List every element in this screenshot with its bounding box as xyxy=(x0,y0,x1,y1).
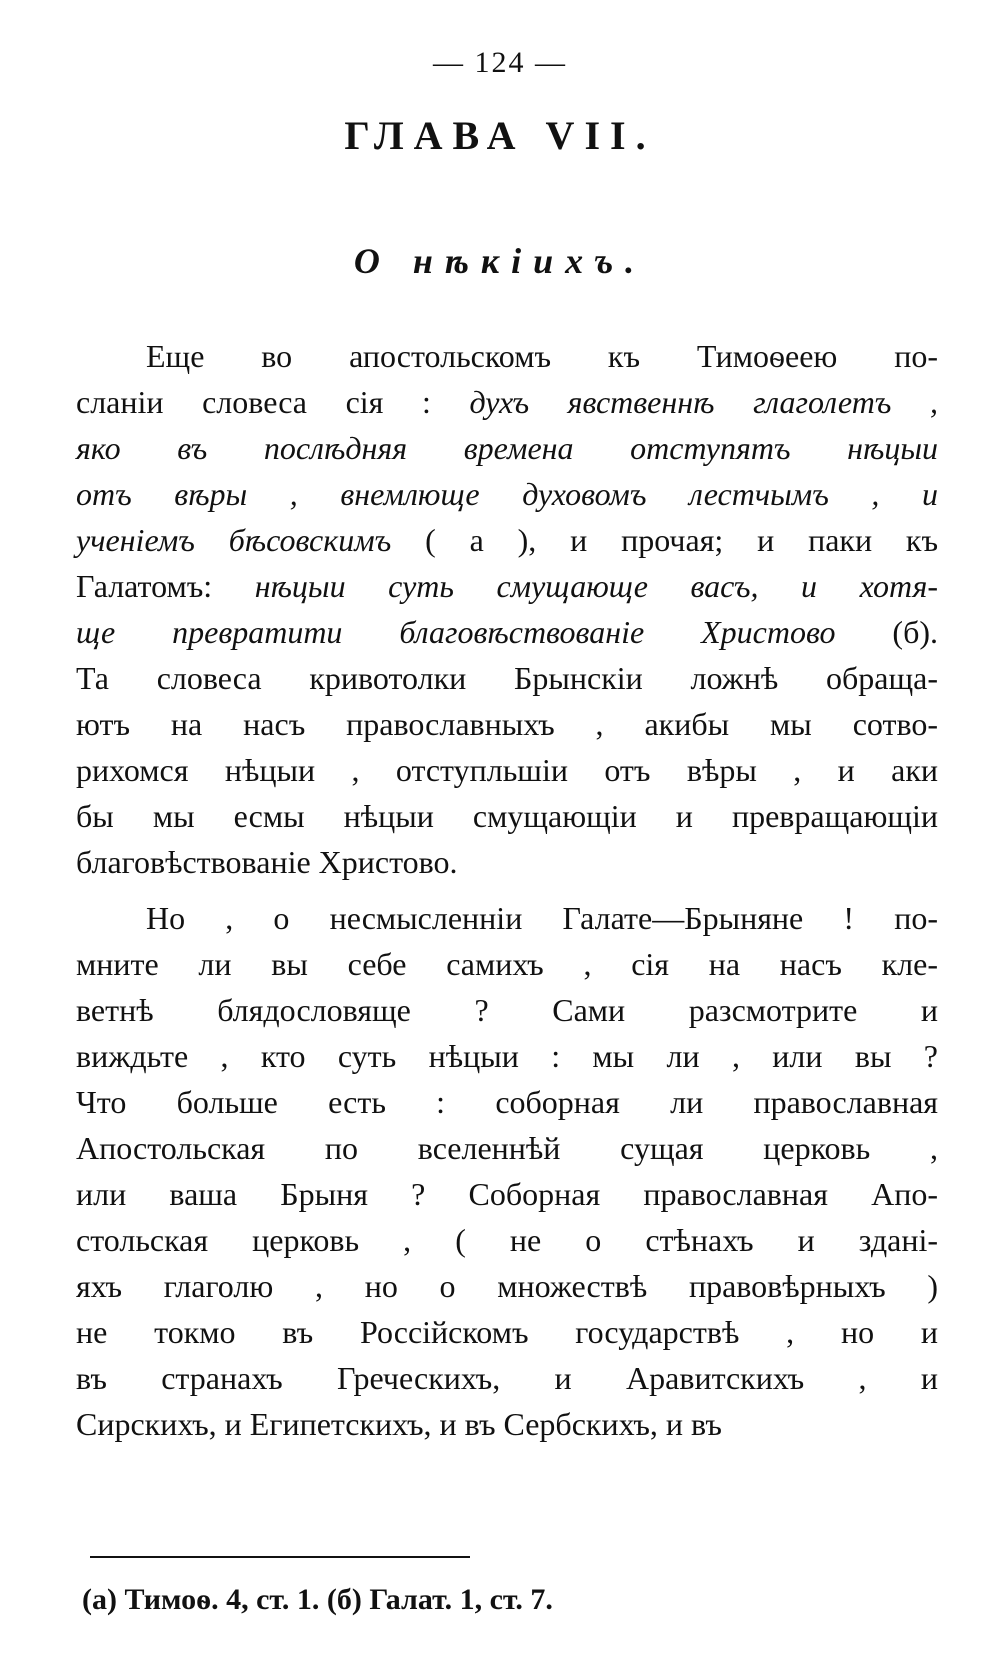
footnote-divider xyxy=(90,1556,470,1558)
text-line xyxy=(76,655,938,701)
text-line xyxy=(76,609,938,655)
page-number: — 124 — xyxy=(433,46,567,79)
italic-text: ще превратити благовѣствованіе Христово xyxy=(76,614,836,650)
italic-text: яко въ послѣдняя времена отступятъ нѣцыи xyxy=(76,430,938,466)
italic-text: ученіемъ бѣсовскимъ xyxy=(76,522,392,558)
text-line xyxy=(76,425,938,471)
text-line xyxy=(76,987,938,1033)
text-segment: Апостольская по вселеннѣй сущая церковь , xyxy=(76,1130,938,1166)
text-segment: (б). xyxy=(835,614,939,650)
text-line xyxy=(76,471,938,517)
text-segment: Но , о несмысленніи Галате—Брыняне ! по- xyxy=(146,900,938,936)
text-segment: Та словеса кривотолки Брынскіи ложнѣ обраща- xyxy=(76,660,938,696)
text-line xyxy=(76,1263,938,1309)
text-segment: ( а ), и прочая; и паки къ xyxy=(391,522,939,558)
chapter-subtitle: О нѣкіихъ. xyxy=(353,241,647,281)
text-line xyxy=(76,1125,938,1171)
text-line xyxy=(76,1171,938,1217)
text-line xyxy=(76,379,938,425)
text-segment: рихомся нѣцыи , отступльшіи отъ вѣры , и аки xyxy=(76,752,938,788)
text-line xyxy=(76,1033,938,1079)
text-line xyxy=(76,941,938,987)
text-segment: или ваша Брыня ? Соборная православная Апо- xyxy=(76,1176,938,1212)
italic-text: нѣцыи суть смущающе васъ, и хотя- xyxy=(254,568,939,604)
text-line xyxy=(76,839,938,885)
text-segment: ютъ на насъ православныхъ , акибы мы сотво- xyxy=(76,706,938,742)
text-segment: мните ли вы себе самихъ , сія на насъ кле- xyxy=(76,946,938,982)
footnote: (а) Тимоѳ. 4, ст. 1. (б) Галат. 1, ст. 7. xyxy=(82,1583,553,1616)
text-segment: Галатомъ: xyxy=(76,568,255,604)
text-line xyxy=(76,1079,938,1125)
text-line xyxy=(76,701,938,747)
italic-text: отъ вѣры , внемлюще духовомъ лестчымъ , и xyxy=(76,476,938,512)
text-segment: бы мы есмы нѣцыи смущающіи и превращающіи xyxy=(76,798,938,834)
text-segment: виждьте , кто суть нѣцыи : мы ли , или вы ? xyxy=(76,1038,938,1074)
italic-text: духъ явственнѣ глаголетъ , xyxy=(469,384,939,420)
paragraph-1 xyxy=(76,333,938,885)
text-line xyxy=(76,1217,938,1263)
text-segment: не токмо въ Россійскомъ государствѣ , но и xyxy=(76,1314,938,1350)
text-line xyxy=(76,1309,938,1355)
paragraph-2 xyxy=(76,895,938,1447)
text-segment: Еще во апостольскомъ къ Тимоѳеею по- xyxy=(146,338,938,374)
text-segment: благовѣствованіе Христово. xyxy=(76,844,458,880)
text-segment: ветнѣ блядословяще ? Сами разсмотрите и xyxy=(76,992,938,1028)
text-line xyxy=(76,1355,938,1401)
text-line xyxy=(76,517,938,563)
text-segment: стольская церковь , ( не о стѣнахъ и здані- xyxy=(76,1222,938,1258)
text-line xyxy=(76,1401,938,1447)
text-line xyxy=(76,333,938,379)
text-line xyxy=(76,793,938,839)
text-segment: Что больше есть : соборная ли православная xyxy=(76,1084,938,1120)
text-segment: сланіи словеса сія : xyxy=(76,384,470,420)
text-segment: Сирскихъ, и Египетскихъ, и въ Сербскихъ, и въ xyxy=(76,1406,722,1442)
text-segment: яхъ глаголю , но о множествѣ правовѣрныхъ ) xyxy=(76,1268,938,1304)
text-line xyxy=(76,747,938,793)
chapter-title: ГЛАВА VII. xyxy=(344,113,656,158)
text-segment: въ странахъ Греческихъ, и Аравитскихъ , и xyxy=(76,1360,938,1396)
text-line xyxy=(76,895,938,941)
text-line xyxy=(76,563,938,609)
